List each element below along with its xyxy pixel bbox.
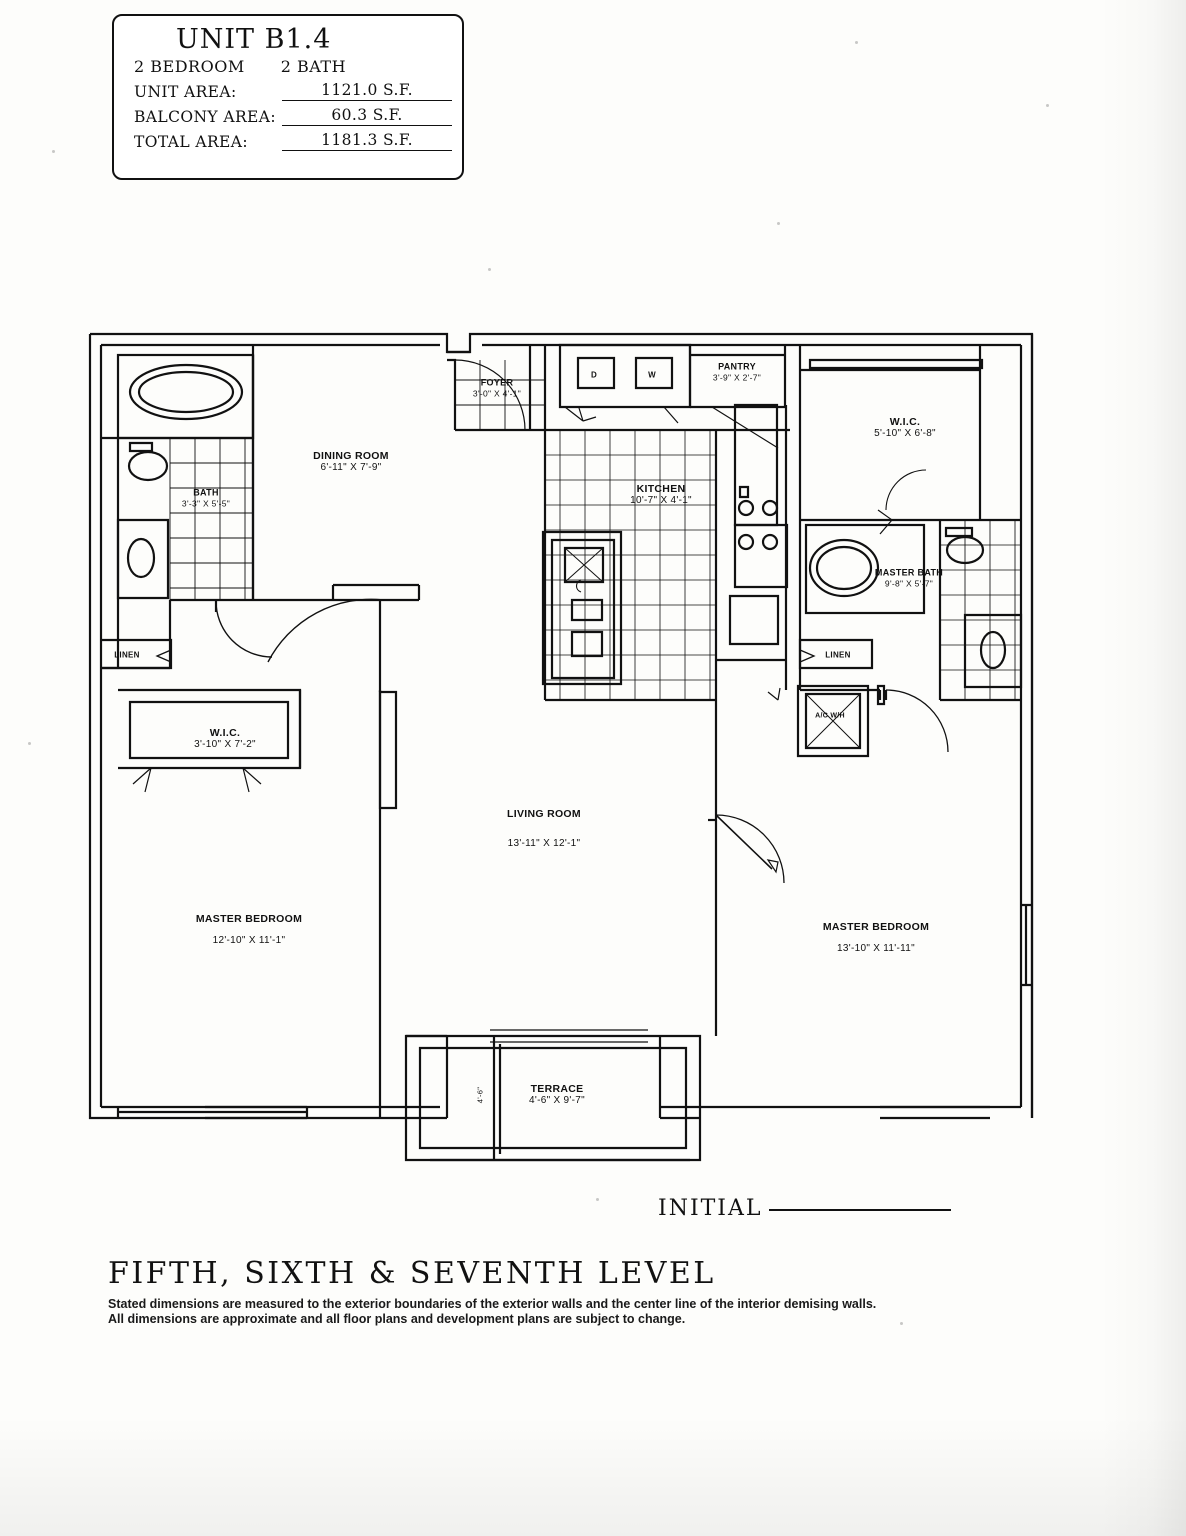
scan-speck [777, 222, 780, 225]
scan-speck [488, 268, 491, 271]
level-title: FIFTH, SIXTH & SEVENTH LEVEL [108, 1256, 716, 1291]
scan-speck [28, 742, 31, 745]
terrace-depth-dimension: 4'-6" [475, 1086, 485, 1104]
initial-signature-line[interactable]: INITIAL [658, 1196, 951, 1221]
room-label-pantry: PANTRY 3'-9" X 2'-7" [712, 361, 762, 383]
closet-label-linen-right: LINEN [825, 650, 851, 660]
room-label-master-bedroom-right: MASTER BEDROOM 13'-10" X 11'-11" [822, 920, 930, 955]
unit-title: UNIT B1.4 [176, 24, 332, 55]
appliance-label-washer: W [648, 370, 656, 380]
room-label-kitchen: KITCHEN 10'-7" X 4'-1" [630, 482, 692, 507]
balcony-area-value: 60.3 S.F. [282, 106, 452, 126]
equipment-label-ac-water-heater: A/C W/H [815, 712, 845, 720]
room-label-master-bath: MASTER BATH 9'-8" X 5'-7" [874, 567, 944, 589]
appliance-label-dryer: D [590, 370, 598, 380]
room-label-terrace: TERRACE 4'-6" X 9'-7" [529, 1082, 585, 1107]
unit-area-label: UNIT AREA: [134, 83, 237, 101]
total-area-value: 1181.3 S.F. [282, 131, 452, 151]
room-label-wic-right: W.I.C. 5'-10" X 6'-8" [874, 415, 936, 440]
scan-speck [596, 1198, 599, 1201]
room-label-living-room: LIVING ROOM 13'-11" X 12'-1" [507, 807, 581, 850]
disclaimer-line-1: Stated dimensions are measured to the exterior boundaries of the exterior walls and the center line of the interior demising walls. [108, 1297, 877, 1311]
closet-label-linen-left: LINEN [114, 650, 140, 660]
disclaimer-text [108, 1297, 948, 1328]
bath-count: 2 BATH [280, 57, 347, 76]
scan-speck [52, 150, 55, 153]
bedroom-count: 2 BEDROOM [134, 57, 245, 76]
room-label-master-bedroom-left: MASTER BEDROOM 12'-10" X 11'-1" [195, 912, 303, 947]
disclaimer-line-2: All dimensions are approximate and all floor plans and development plans are subject to change. [108, 1312, 686, 1327]
room-label-wic-left: W.I.C. 3'-10" X 7'-2" [194, 726, 256, 751]
room-label-bath: BATH 3'-3" X 5'-5" [181, 487, 231, 509]
scan-speck [1046, 104, 1049, 107]
total-area-label: TOTAL AREA: [134, 133, 248, 151]
scan-speck [900, 1322, 903, 1325]
signature-rule[interactable] [769, 1209, 951, 1211]
unit-area-value: 1121.0 S.F. [282, 81, 452, 101]
scan-speck [855, 41, 858, 44]
room-label-dining-room: DINING ROOM 6'-11" X 7'-9" [313, 449, 389, 474]
room-label-foyer: FOYER 3'-0" X 4'-1" [472, 377, 522, 399]
balcony-area-label: BALCONY AREA: [134, 108, 276, 126]
